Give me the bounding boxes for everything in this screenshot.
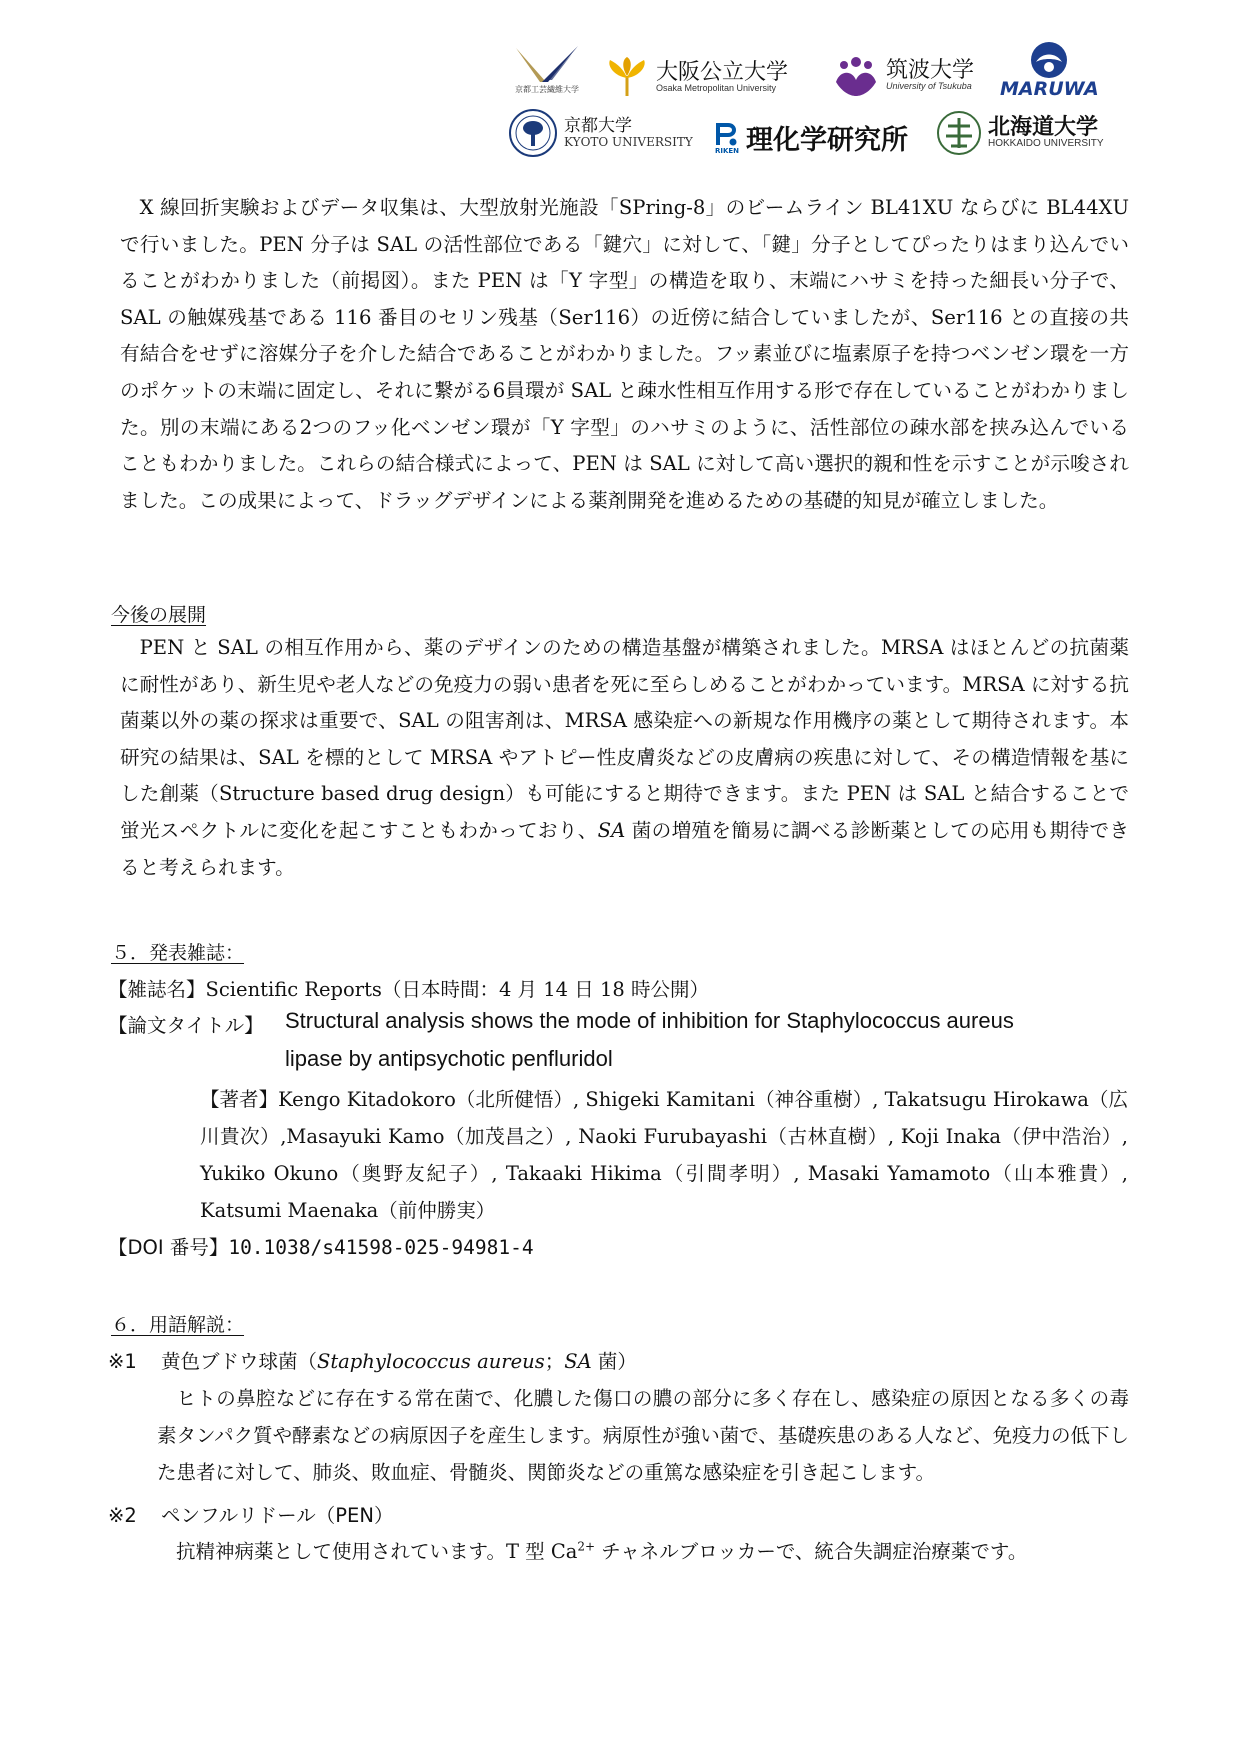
paper-title-line1: Structural analysis shows the mode of inhibition for Staphylococcus aureus xyxy=(285,1008,1014,1033)
riken-logo-jp: 理化学研究所 xyxy=(746,125,908,156)
tsukuba-logo-en: University of Tsukuba xyxy=(886,80,972,91)
future-paragraph-tail: 菌の増殖を簡易に調べる診断薬としての応用も期待できると考えられます。 xyxy=(120,818,1130,879)
paper-title-label: 【論文タイトル】 xyxy=(108,1014,264,1037)
term1-mark: ※1 xyxy=(108,1350,137,1373)
kyoto-logo-en: KYOTO UNIVERSITY xyxy=(564,134,693,149)
kyoto-logo-jp: 京都大学 xyxy=(564,115,632,136)
sa-italic: SA xyxy=(597,818,626,842)
glossary-heading: ６．用語解説： xyxy=(111,1314,245,1336)
ginkgo-icon xyxy=(604,56,650,98)
omu-logo-jp: 大阪公立大学 xyxy=(656,59,789,85)
journal-value: Scientific Reports（日本時間：4 月 14 日 18 時公開） xyxy=(205,978,709,1001)
riken-mark-text: RIKEN xyxy=(714,146,740,155)
term1-close: 菌） xyxy=(591,1350,637,1373)
kit-logo-text: 京都工芸繊維大学 xyxy=(515,85,579,94)
hokudai-logo xyxy=(936,110,1104,156)
kyoto-logo xyxy=(508,108,693,158)
journal-label: 【雑誌名】 xyxy=(108,978,206,1001)
riken-logo xyxy=(714,118,908,157)
term1-title xyxy=(108,1346,637,1374)
omu-logo-en: Osaka Metropolitan University xyxy=(656,82,777,93)
term1-jp: 黄色ブドウ球菌 xyxy=(160,1350,298,1373)
riken-mark-icon xyxy=(714,121,740,147)
authors-block xyxy=(200,1081,1128,1229)
term2-title xyxy=(108,1500,393,1528)
future-paragraph xyxy=(120,630,1129,886)
paper-title-line2: lipase by antipsychotic penfluridol xyxy=(285,1046,613,1071)
term2-mark: ※2 xyxy=(108,1504,137,1527)
term2-body xyxy=(176,1536,1027,1564)
future-paragraph-text: PEN と SAL の相互作用から、薬のデザインのための構造基盤が構築されました。MRSA はほとんどの抗菌薬に耐性があり、新生児や老人などの免疫力の弱い患者を死に至らしめることがわかっています。MRSA に対する抗菌薬以外の薬の探求は重要で、SAL の阻害剤は、MRSA 感染症への新規な作用機序の薬として期待されます。本研究の結果は、SAL を標的として MRSA やアトピー性皮膚炎などの皮膚病の疾患に対して、その構造情報を基にした創薬（Structure based drug design）も可能にすると期待できます。また PEN は SAL と結合することで蛍光スペクトルに変化を起こすこともわかっており、 xyxy=(120,636,1129,842)
doi-label: 【DOI 番号】 xyxy=(108,1236,229,1259)
paulownia-crest-icon xyxy=(832,52,880,98)
journal-line xyxy=(108,974,709,1002)
hokudai-logo-jp: 北海道大学 xyxy=(988,115,1099,141)
doi-line xyxy=(108,1232,534,1260)
hokudai-emblem-icon xyxy=(936,110,982,156)
term1-sa: SA xyxy=(564,1350,592,1373)
maruwa-logo-text: MARUWA xyxy=(1000,78,1099,100)
publication-heading: ５．発表雑誌： xyxy=(111,942,245,964)
term1-sep: ； xyxy=(544,1350,565,1373)
future-heading: 今後の展開 xyxy=(111,604,207,626)
kit-logo xyxy=(508,44,586,102)
intro-paragraph: X 線回折実験およびデータ収集は、大型放射光施設「SPring-8」のビームライン BL41XU ならびに BL44XU で行いました。PEN 分子は SAL の活性部位である「鍵穴」に対して、「鍵」分子としてぴったりはまり込んでいることがわかりました（前掲図）。また PEN は「Y 字型」の構造を取り、末端にハサミを持った細長い分子で、SAL の触媒残基である 116 番目のセリン残基（Ser116）の近傍に結合していましたが、Ser116 との直接の共有結合をせずに溶媒分子を介した結合であることがわかりました。フッ素並びに塩素原子を持つベンゼン環を一方のポケットの末端に固定し、それに繋がる6員環が SAL と疎水性相互作用する形で存在していることがわかりました。別の末端にある2つのフッ化ベンゼン環が「Y 字型」のハサミのように、活性部位の疎水部を挟み込んでいることもわかりました。これらの結合様式によって、PEN は SAL に対して高い選択的親和性を示すことが示唆されました。この成果によって、ドラッグデザインによる薬剤開発を進めるための基礎的知見が確立しました。 xyxy=(120,196,1129,512)
term2-sup: 2+ xyxy=(577,1539,596,1554)
term1-latin: Staphylococcus aureus xyxy=(316,1350,545,1373)
doi-value: 10.1038/s41598-025-94981-4 xyxy=(228,1236,534,1259)
term1-open: （ xyxy=(297,1350,317,1373)
tsukuba-logo xyxy=(832,52,974,98)
term2-name: ペンフルリドール（PEN） xyxy=(160,1504,394,1527)
omu-logo xyxy=(604,56,788,98)
term1-body: ヒトの鼻腔などに存在する常在菌で、化膿した傷口の膿の部分に多く存在し、感染症の原因となる多くの毒素タンパク質や酵素などの病原因子を産生します。病原性が強い菌で、基礎疾患のある人など、免疫力の低下した患者に対して、肺炎、敗血症、骨髄炎、関節炎などの重篤な感染症を引き起こします。 xyxy=(157,1387,1129,1484)
term2-body-tail: チャネルブロッカーで、統合失調症治療薬です。 xyxy=(595,1540,1028,1563)
authors-label: 【著者】 xyxy=(200,1088,279,1111)
kyoto-emblem-icon xyxy=(508,108,558,158)
kit-mark-icon xyxy=(512,44,582,84)
maruwa-logo xyxy=(1000,40,1099,100)
term2-body-text: 抗精神病薬として使用されています。T 型 Ca xyxy=(176,1540,578,1563)
tsukuba-logo-jp: 筑波大学 xyxy=(886,57,975,83)
maruwa-mark-icon xyxy=(1026,40,1072,80)
hokudai-logo-en: HOKKAIDO UNIVERSITY xyxy=(988,138,1104,150)
authors-list: Kengo Kitadokoro（北所健悟）, Shigeki Kamitani（神谷重樹）, Takatsugu Hirokawa（広川貴次）,Masayuki Kamo（加茂昌之）, Naoki Furubayashi（古林直樹）, Koji Inaka（伊中浩治）, Yukiko Okuno（奥野友紀子）, Takaaki Hikima（引間孝明）, Masaki Yamamoto（山本雅貴）, Katsumi Maenaka（前仲勝実） xyxy=(200,1088,1128,1222)
